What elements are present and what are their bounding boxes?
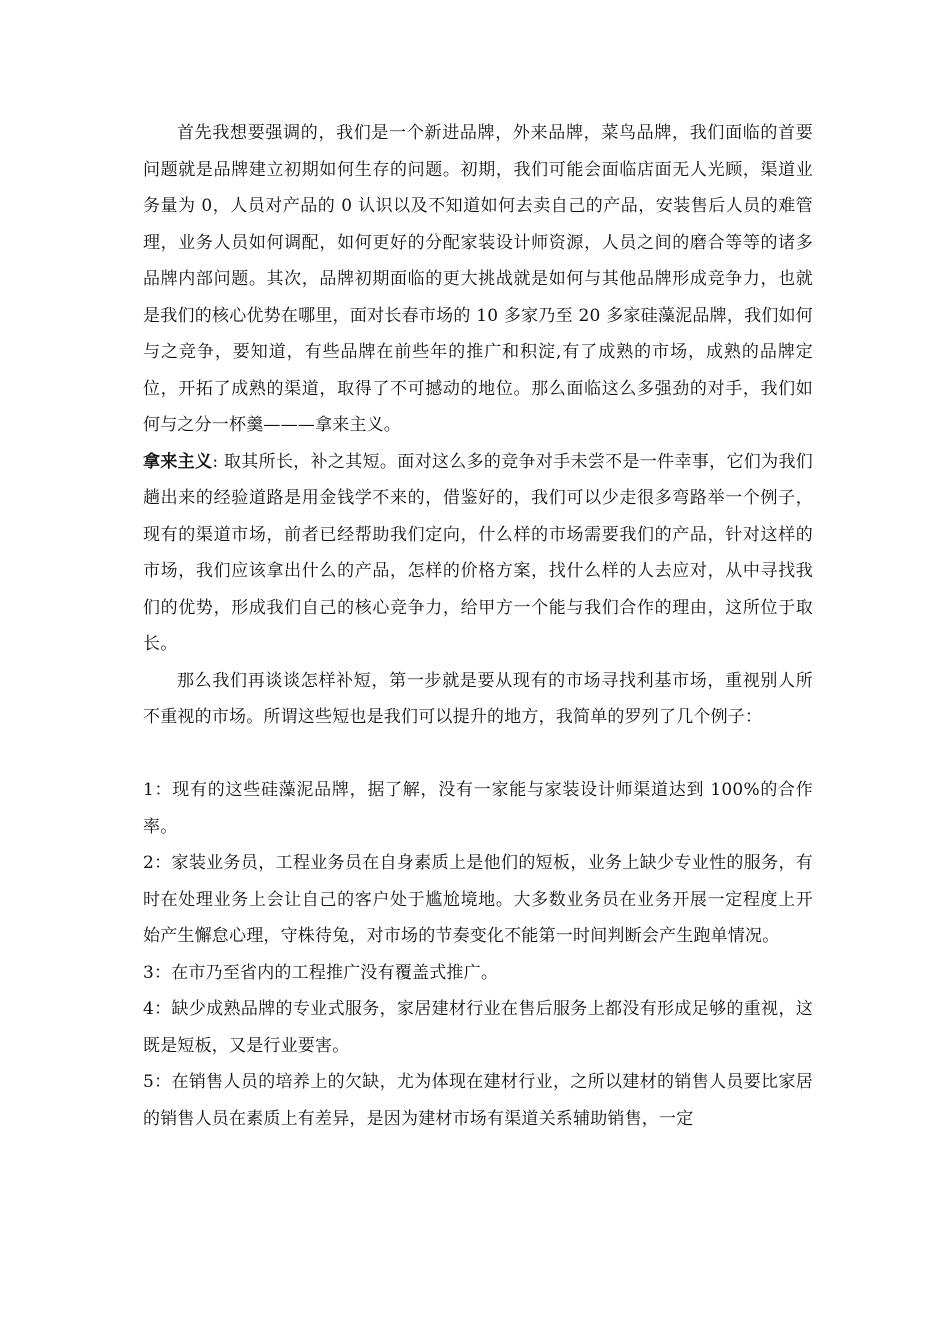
list-item-5: 5：在销售人员的培养上的欠缺，尤为体现在建材行业，之所以建材的销售人员要比家居的销售人员在素质上有差异，是因为建材市场有渠道关系辅助销售，一定 — [143, 1072, 813, 1129]
paragraph-make-up-shortcomings: 那么我们再谈谈怎样补短，第一步就是要从现有的市场寻找利基市场，重视别人所不重视的市场。所谓这些短也是我们可以提升的地方，我简单的罗列了几个例子： — [143, 670, 813, 727]
list-item-1: 1：现有的这些硅藻泥品牌，据了解，没有一家能与家装设计师渠道达到 100%的合作率。 — [143, 780, 813, 837]
paragraph-intro: 首先我想要强调的，我们是一个新进品牌，外来品牌，菜鸟品牌，我们面临的首要问题就是品牌建立初期如何生存的问题。初期，我们可能会面临店面无人光顾，渠道业务量为 0，人员对产品的 0 认识以及不知道如何去卖自己的产品，安装售后人员的难管理，业务人员如何调配，如何更好的分配家装设计师资源，人员之间的磨合等等的诸多品牌内部问题。其次，品牌初期面临的更大挑战就是如何与其他品牌形成竞争力，也就是我们的核心优势在哪里，面对长春市场的 10 多家乃至 20 多家硅藻泥品牌，我们如何与之竞争，要知道，有些品牌在前些年的推广和积淀,有了成熟的市场，成熟的品牌定位，开拓了成熟的渠道，取得了不可撼动的地位。那么面临这么多强劲的对手，我们如何与之分一杯羹———拿来主义。 — [143, 123, 813, 435]
paragraph-nalai-zhuyi — [143, 444, 813, 663]
list-item-2: 2：家装业务员，工程业务员在自身素质上是他们的短板，业务上缺少专业性的服务，有时在处理业务上会让自己的客户处于尴尬境地。大多数业务员在业务开展一定程度上开始产生懈怠心理，守株待兔，对市场的节奏变化不能第一时间判断会产生跑单情况。 — [143, 853, 813, 946]
list-item-3: 3：在市乃至省内的工程推广没有覆盖式推广。 — [143, 962, 499, 983]
bold-term-label: 拿来主义 — [143, 451, 213, 472]
list-item-4: 4：缺少成熟品牌的专业式服务，家居建材行业在售后服务上都没有形成足够的重视，这既是短板，又是行业要害。 — [143, 999, 813, 1056]
document-body — [143, 115, 813, 1137]
paragraph-nalai-text: : 取其所长，补之其短。面对这么多的竞争对手未尝不是一件幸事，它们为我们趟出来的经验道路是用金钱学不来的，借鉴好的，我们可以少走很多弯路举一个例子，现有的渠道市场，前者已经帮助我们定向，什么样的市场需要我们的产品，针对这样的市场，我们应该拿出什么的产品，怎样的价格方案，找什么样的人去应对，从中寻找我们的优势，形成我们自己的核心竞争力，给甲方一个能与我们合作的理由，这所位于取长。 — [143, 451, 813, 654]
blank-line — [143, 736, 813, 773]
